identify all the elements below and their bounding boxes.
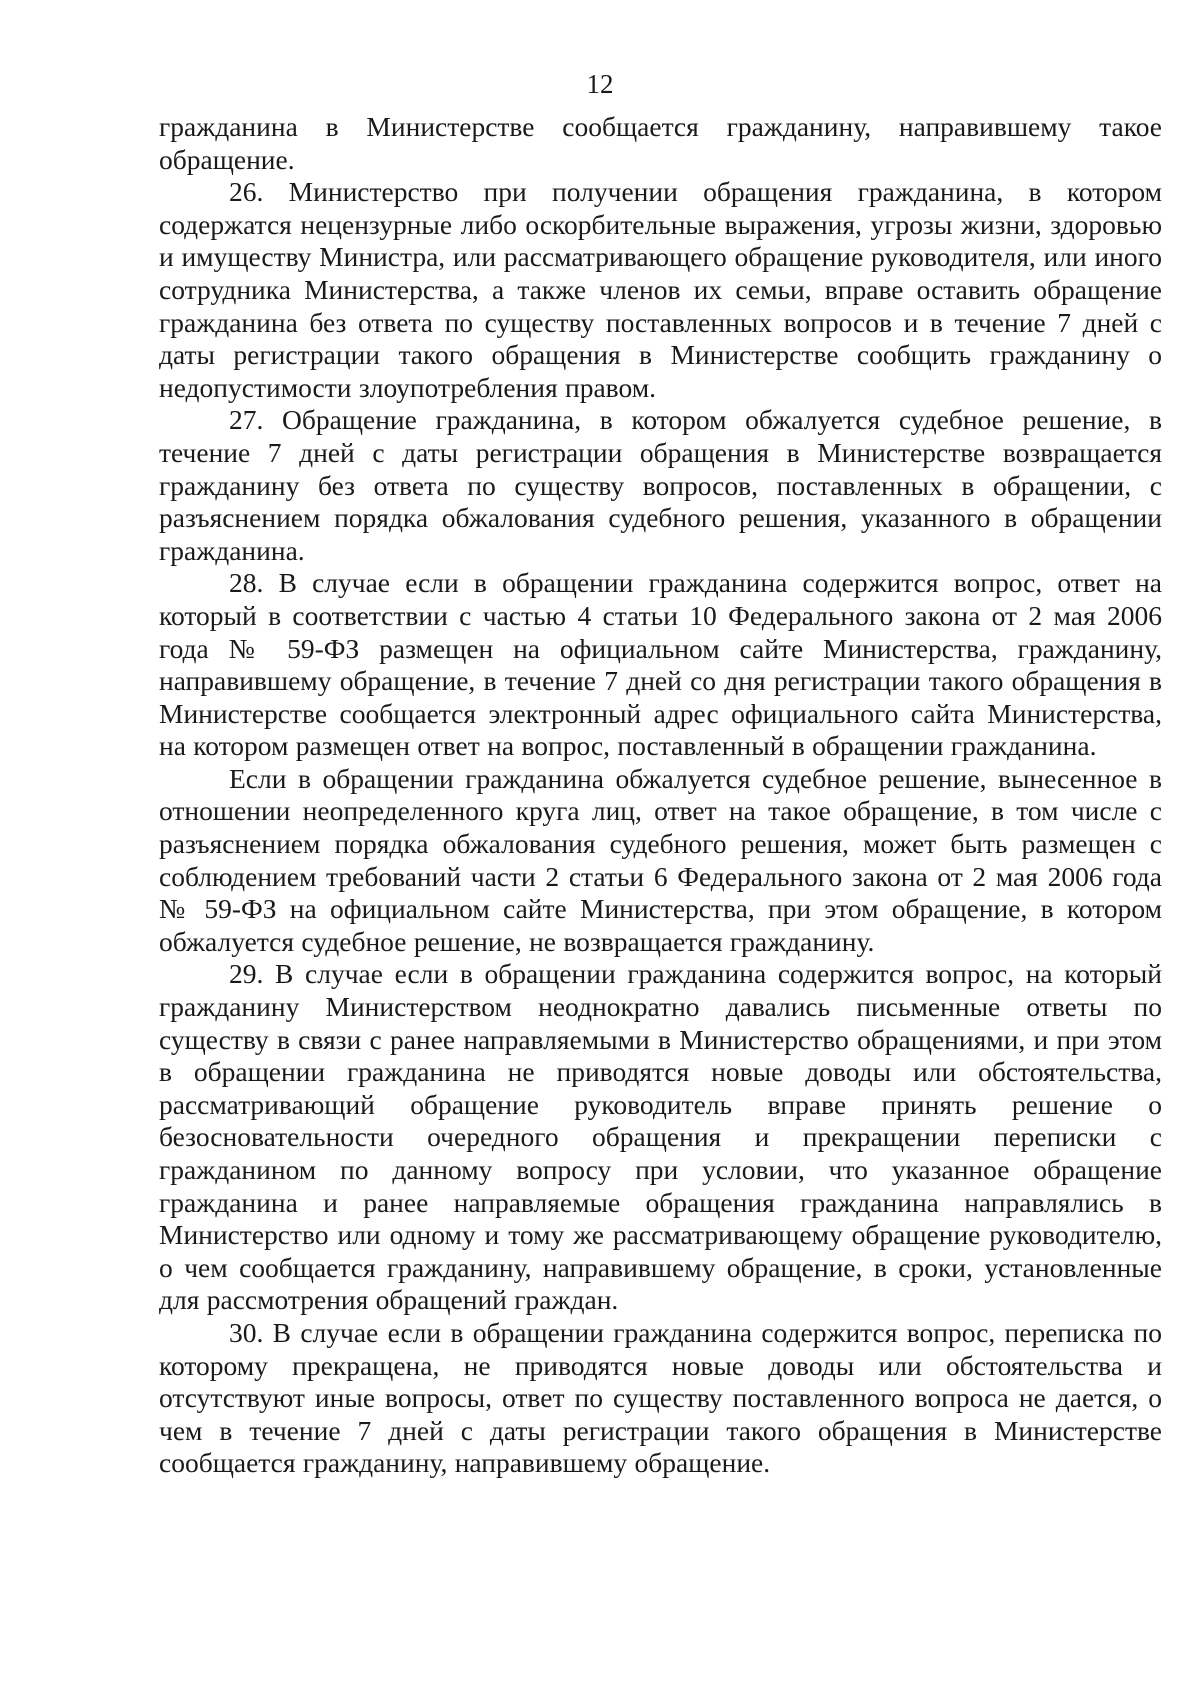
- document-body: [159, 111, 1162, 1480]
- paragraph-26: 26. Министерство при получении обращения гражданина, в котором содержатся нецензурные либо оскорбительные выражения, угрозы жизни, здоровью и имуществу Министра, или рассматривающего обращение руководителя, или иного сотрудника Министерства, а также членов их семьи, вправе оставить обращение гражданина без ответа по существу поставленных вопросов и в течение 7 дней с даты регистрации такого обращения в Министерстве сообщить гражданину о недопустимости злоупотребления правом.: [159, 176, 1162, 403]
- paragraph-27: 27. Обращение гражданина, в котором обжалуется судебное решение, в течение 7 дней с даты регистрации обращения в Министерстве возвращается гражданину без ответа по существу вопросов, поставленных в обращении, с разъяснением порядка обжалования судебного решения, указанного в обращении гражданина.: [159, 404, 1162, 566]
- paragraph-29: 29. В случае если в обращении гражданина содержится вопрос, на который гражданину Министерством неоднократно давались письменные ответы по существу в связи с ранее направляемыми в Министерство обращениями, и при этом в обращении гражданина не приводятся новые доводы или обстоятельства, рассматривающий обращение руководитель вправе принять решение о безосновательности очередного обращения и прекращении переписки с гражданином по данному вопросу при условии, что указанное обращение гражданина и ранее направляемые обращения гражданина направлялись в Министерство или одному и тому же рассматривающему обращение руководителю, о чем сообщается гражданину, направившему обращение, в сроки, установленные для рассмотрения обращений граждан.: [159, 958, 1162, 1316]
- paragraph-30: 30. В случае если в обращении гражданина содержится вопрос, переписка по которому прекращена, не приводятся новые доводы или обстоятельства и отсутствуют иные вопросы, ответ по существу поставленного вопроса не дается, о чем в течение 7 дней с даты регистрации такого обращения в Министерстве сообщается гражданину, направившему обращение.: [159, 1316, 1162, 1479]
- page-number: 12: [586, 69, 614, 99]
- paragraph-28-second: Если в обращении гражданина обжалуется судебное решение, вынесенное в отношении неопределенного круга лиц, ответ на такое обращение, в том числе с разъяснением порядка обжалования судебного решения, может быть размещен с соблюдением требований части 2 статьи 6 Федерального закона от 2 мая 2006 года № 59-ФЗ на официальном сайте Министерства, при этом обращение, в котором обжалуется судебное решение, не возвращается гражданину.: [159, 762, 1162, 957]
- paragraph-continuation: гражданина в Министерстве сообщается гражданину, направившему такое обращение.: [159, 111, 1162, 175]
- paragraph-28: 28. В случае если в обращении гражданина содержится вопрос, ответ на который в соответствии с частью 4 статьи 10 Федерального закона от 2 мая 2006 года № 59-ФЗ размещен на официальном сайте Министерства, гражданину, направившему обращение, в течение 7 дней со дня регистрации такого обращения в Министерстве сообщается электронный адрес официального сайта Министерства, на котором размещен ответ на вопрос, поставленный в обращении гражданина.: [159, 567, 1162, 762]
